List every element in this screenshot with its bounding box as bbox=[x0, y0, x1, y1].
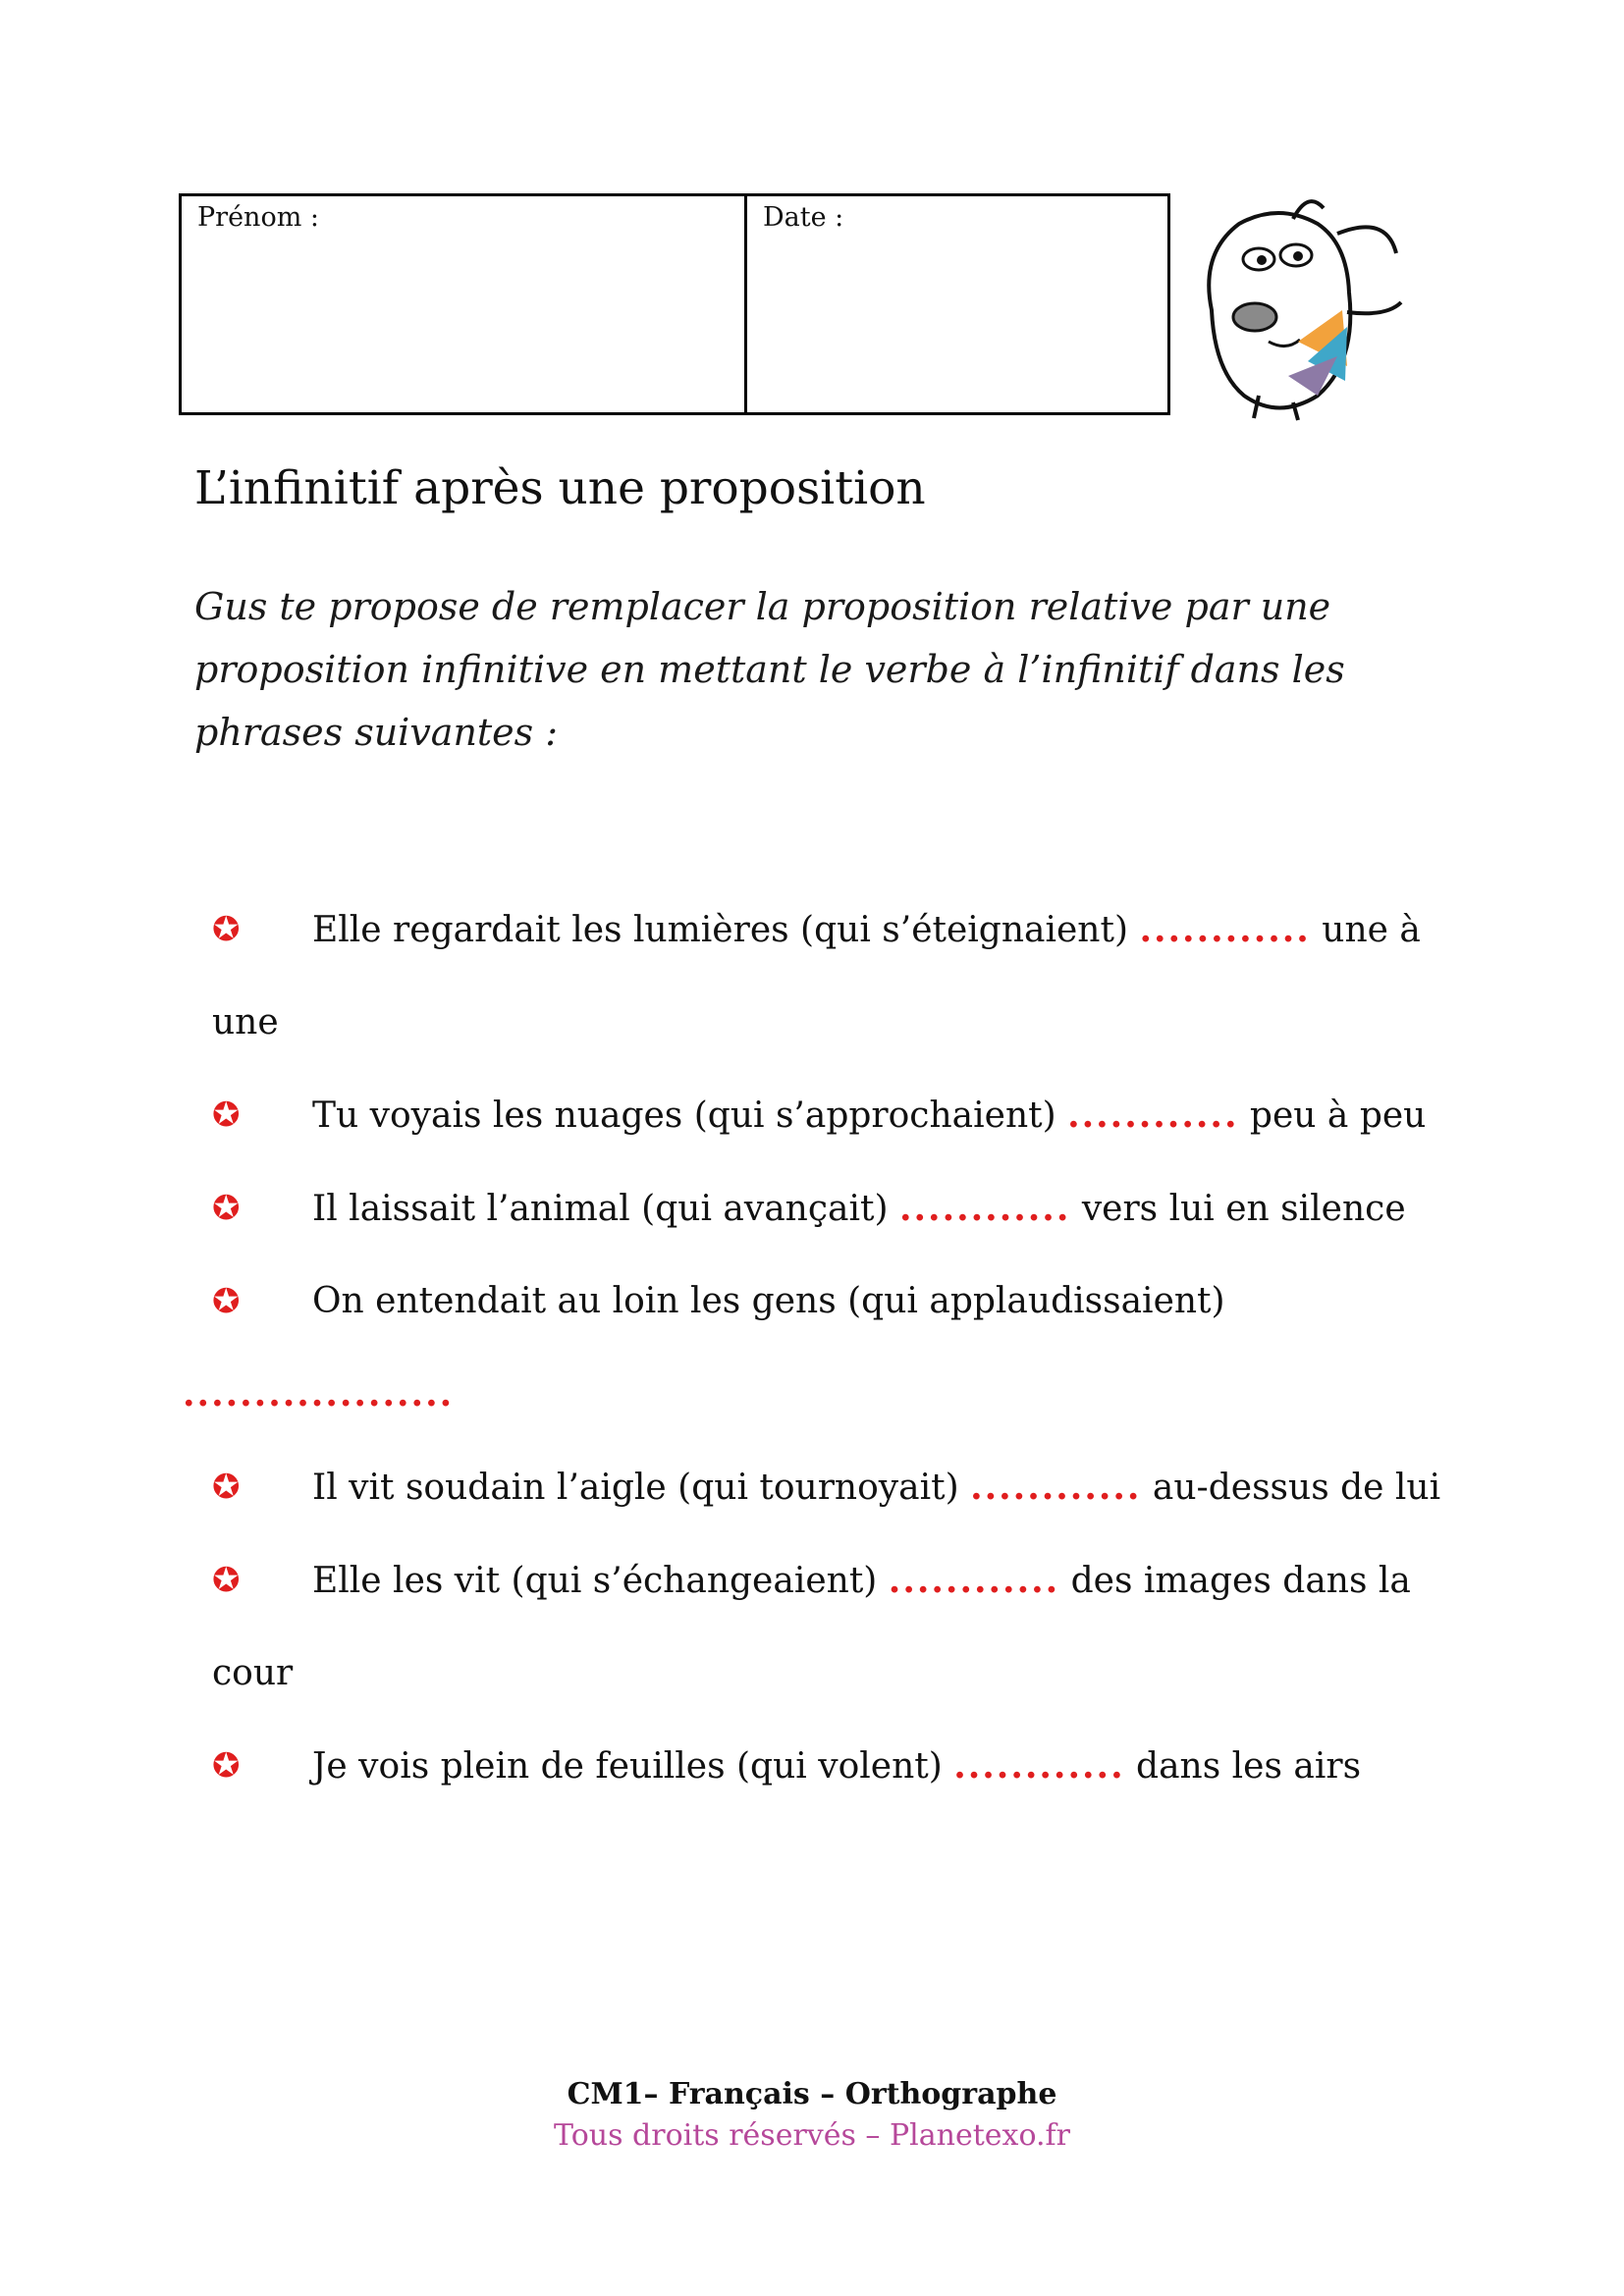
exercise-item-2 bbox=[212, 1069, 1449, 1162]
sentence-start: Je vois plein de feuilles (qui volent) bbox=[312, 1746, 954, 1787]
date-cell[interactable] bbox=[747, 196, 1167, 412]
answer-blank[interactable]: ............ bbox=[953, 1745, 1125, 1787]
sentence-end: dans les airs bbox=[1124, 1746, 1362, 1787]
footer-rights-link[interactable]: Tous droits réservés – Planetexo.fr bbox=[554, 2118, 1070, 2153]
sentence-start: Il laissait l’animal (qui avançait) bbox=[312, 1189, 899, 1229]
answer-blank[interactable]: ............ bbox=[970, 1467, 1142, 1508]
sentence-start: Tu voyais les nuages (qui s’approchaient) bbox=[312, 1095, 1068, 1136]
worksheet-title: L’infinitif après une proposition bbox=[194, 461, 926, 515]
star-bullet-icon: ✪ bbox=[212, 1095, 241, 1135]
star-bullet-icon: ✪ bbox=[212, 1746, 241, 1786]
star-bullet-icon: ✪ bbox=[212, 1282, 241, 1321]
first-name-label: Prénom : bbox=[197, 202, 319, 233]
exercise-item-6-continuation bbox=[212, 1628, 1449, 1720]
answer-blank[interactable]: ............ bbox=[1139, 909, 1311, 950]
gus-mascot-illustration bbox=[1200, 194, 1418, 422]
sentence-start: On entendait au loin les gens (qui applaudissaient) bbox=[312, 1281, 1225, 1321]
date-label: Date : bbox=[763, 202, 844, 233]
exercise-item-4 bbox=[212, 1255, 1449, 1348]
star-bullet-icon: ✪ bbox=[212, 1468, 241, 1507]
answer-blank[interactable]: ............ bbox=[888, 1560, 1060, 1601]
student-info-box bbox=[179, 193, 1170, 415]
answer-blank[interactable]: ............ bbox=[1067, 1095, 1239, 1136]
exercise-item-7 bbox=[212, 1720, 1449, 1813]
sentence-start: Elle les vit (qui s’échangeaient) bbox=[312, 1561, 889, 1601]
answer-blank[interactable]: ............ bbox=[898, 1188, 1071, 1229]
exercise-item-3 bbox=[212, 1162, 1449, 1255]
first-name-cell[interactable] bbox=[182, 196, 747, 412]
answer-blank[interactable]: ................... bbox=[183, 1373, 455, 1415]
sentence-end: vers lui en silence bbox=[1070, 1189, 1406, 1229]
exercise-item-4-continuation bbox=[183, 1348, 1449, 1441]
sentence-continuation: une bbox=[212, 1002, 279, 1042]
exercise-item-1 bbox=[212, 883, 1449, 977]
sentence-end: des images dans la bbox=[1059, 1561, 1411, 1601]
sentence-end: une à bbox=[1310, 910, 1421, 950]
star-bullet-icon: ✪ bbox=[212, 910, 241, 949]
sentence-continuation: cour bbox=[212, 1653, 294, 1693]
sentence-end: peu à peu bbox=[1238, 1095, 1427, 1136]
exercise-item-1-continuation bbox=[212, 977, 1449, 1069]
instructions-text: Gus te propose de remplacer la proposition relative par une proposition infinitive en mettant le verbe à l’infinitif dans les phrases suivantes : bbox=[194, 585, 1345, 754]
star-bullet-icon: ✪ bbox=[212, 1561, 241, 1600]
exercise-item-6 bbox=[212, 1534, 1449, 1628]
exercise-item-5 bbox=[212, 1441, 1449, 1534]
sentence-end: au-dessus de lui bbox=[1141, 1468, 1441, 1508]
star-bullet-icon: ✪ bbox=[212, 1189, 241, 1228]
exercise-list bbox=[183, 883, 1449, 1813]
sentence-start: Elle regardait les lumières (qui s’éteignaient) bbox=[312, 910, 1140, 950]
sentence-start: Il vit soudain l’aigle (qui tournoyait) bbox=[312, 1468, 971, 1508]
footer-course-label: CM1– Français – Orthographe bbox=[567, 2077, 1057, 2111]
